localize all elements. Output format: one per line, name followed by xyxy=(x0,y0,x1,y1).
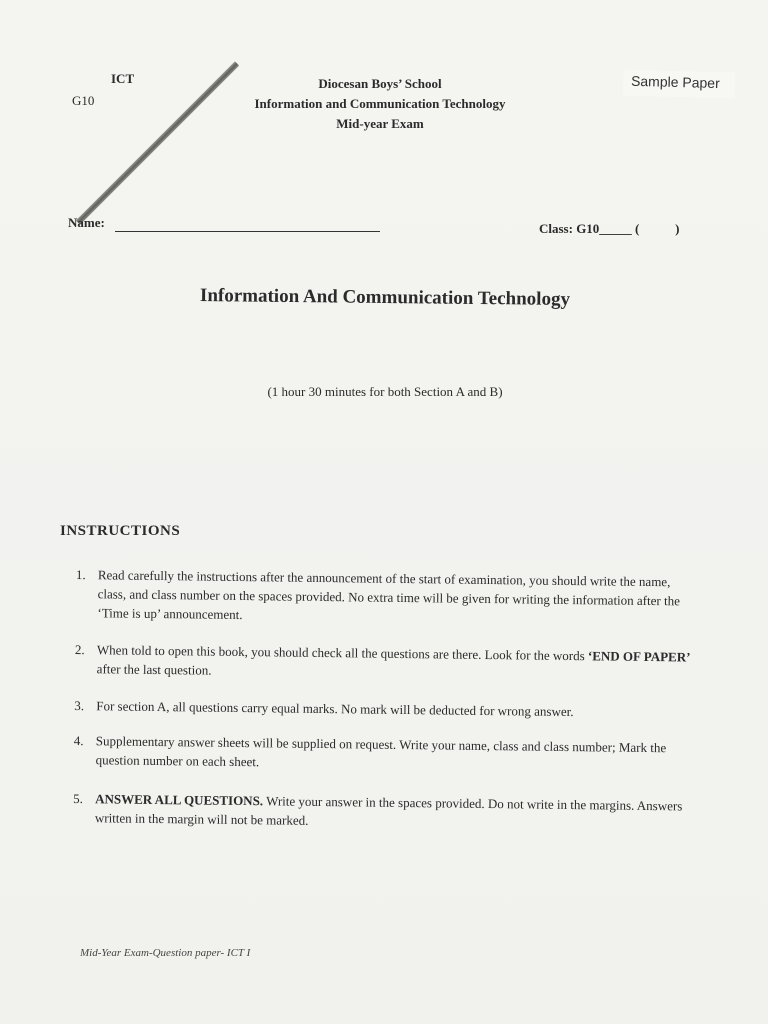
instruction-text xyxy=(97,565,698,629)
school-header xyxy=(230,74,530,134)
instructions-list xyxy=(73,565,716,853)
instruction-text-part: When told to open this book, you should check all the questions are there. Look for the words xyxy=(96,642,589,664)
instruction-item xyxy=(75,640,715,686)
subject-full-name: Information and Communication Technology xyxy=(254,96,506,111)
instruction-text-part: Read carefully the instructions after the announcement of the start of examination, you should write the name, class, and class number on the spaces provided. No extra time will be given for writing the information after the ‘Time is up’ announcement. xyxy=(97,567,681,623)
instruction-text-part: Supplementary answer sheets will be supplied on request. Write your name, class and class number; Mark the question number on each sheet. xyxy=(95,733,667,770)
page-title: Information And Communication Technology xyxy=(199,285,571,310)
name-field-line[interactable] xyxy=(115,231,380,232)
instruction-item xyxy=(73,789,713,835)
instruction-emphasis: ANSWER ALL QUESTIONS. xyxy=(95,791,264,809)
page-footer: Mid-Year Exam-Question paper- ICT I xyxy=(80,947,251,959)
instruction-number: 4. xyxy=(73,732,84,749)
instruction-number: 2. xyxy=(74,641,85,658)
instruction-number: 1. xyxy=(75,566,86,583)
instruction-emphasis: ‘END OF PAPER’ xyxy=(587,648,691,665)
instruction-text xyxy=(96,731,696,776)
instruction-item xyxy=(75,565,716,630)
instruction-item xyxy=(74,731,714,777)
exam-name: Mid-year Exam xyxy=(336,116,424,131)
instruction-text xyxy=(95,789,695,834)
instructions-heading: INSTRUCTIONS xyxy=(60,523,181,539)
instruction-text xyxy=(97,640,697,685)
instruction-number: 5. xyxy=(73,790,83,807)
instruction-text-part: Write your answer in the spaces provided. Do not write in the margins. Answers written in the margin will not be marked. xyxy=(94,793,683,828)
instruction-number: 3. xyxy=(74,697,85,714)
school-name: Diocesan Boys’ School xyxy=(318,76,442,91)
instruction-text-part: after the last question. xyxy=(96,661,212,678)
sample-paper-tag: Sample Paper xyxy=(623,70,736,99)
instruction-item xyxy=(74,696,714,723)
diagonal-slash-mark xyxy=(76,61,239,224)
instruction-text xyxy=(96,696,696,722)
instruction-text-part: For section A, all questions carry equal marks. No mark will be deducted for wrong answer. xyxy=(96,698,574,720)
class-field[interactable]: Class: G10_____ ( ) xyxy=(539,221,680,236)
exam-duration: (1 hour 30 minutes for both Section A and B) xyxy=(267,384,503,399)
grade-label: G10 xyxy=(72,93,95,108)
subject-code: ICT xyxy=(111,71,135,86)
name-label: Name: xyxy=(68,215,105,230)
